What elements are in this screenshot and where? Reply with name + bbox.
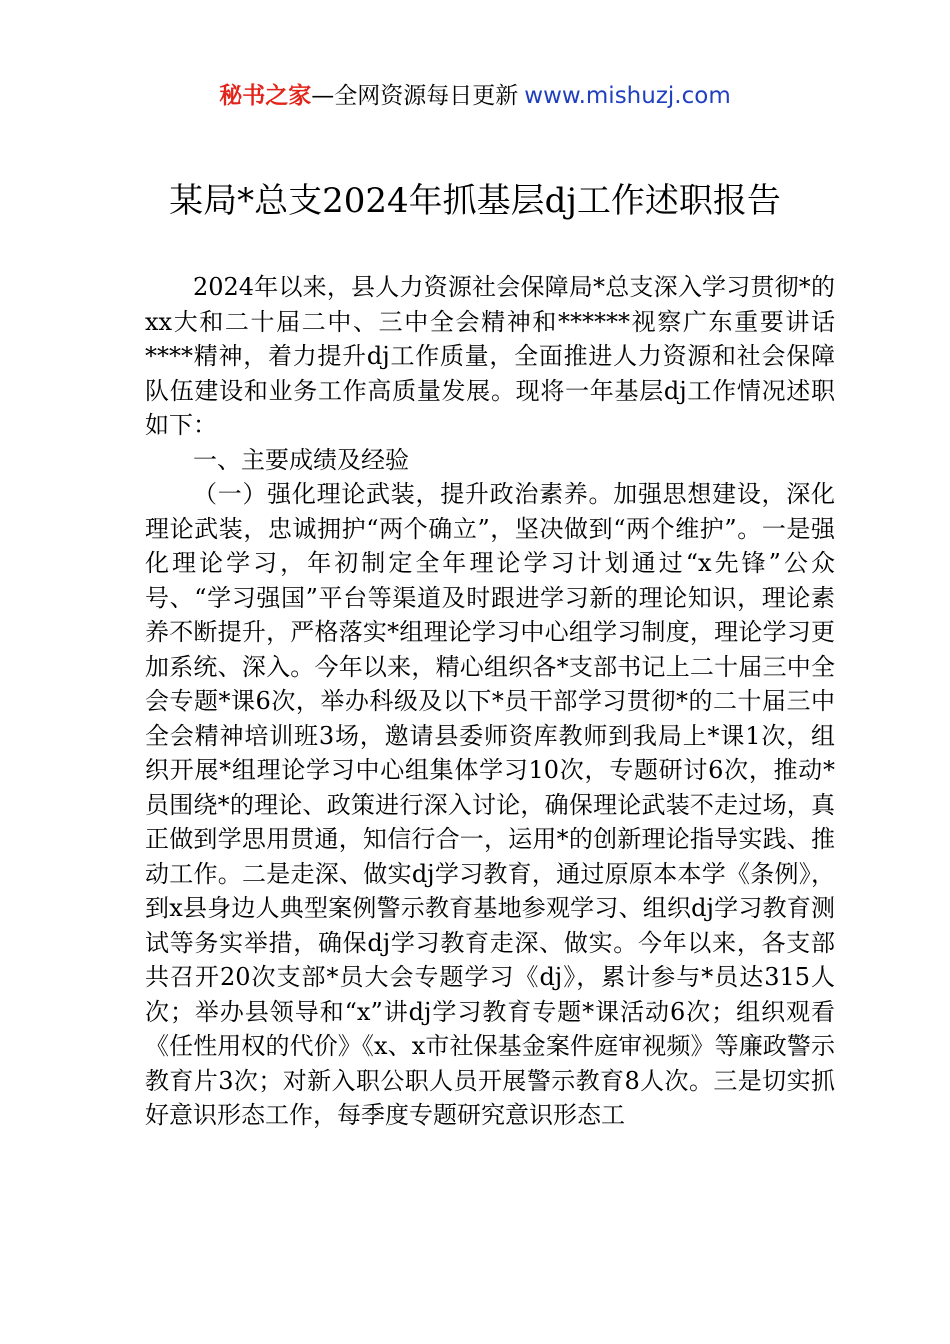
document-title: 某局*总支2024年抓基层dj工作述职报告 xyxy=(169,181,781,221)
site-header xyxy=(0,78,950,114)
document-body xyxy=(145,270,835,1133)
site-tagline: —全网资源每日更新 xyxy=(311,83,519,109)
body-paragraph: （一）强化理论武装，提升政治素养。加强思想建设，深化理论武装，忠诚拥护“两个确立”，坚决做到“两个维护”。一是强化理论学习，年初制定全年理论学习计划通过“x先锋”公众号、“学习强国”平台等渠道及时跟进学习新的理论知识，理论素养不断提升，严格落实*组理论学习中心组学习制度，理论学习更加系统、深入。今年以来，精心组织各*支部书记上二十届三中全会专题*课6次，举办科级及以下*员干部学习贯彻*的二十届三中全会精神培训班3场，邀请县委师资库教师到我局上*课1次，组织开展*组理论学习中心组集体学习10次，专题研讨6次，推动*员围绕*的理论、政策进行深入讨论，确保理论武装不走过场，真正做到学思用贯通，知信行合一，运用*的创新理论指导实践、推动工作。二是走深、做实dj学习教育，通过原原本本学《条例》，到x县身边人典型案例警示教育基地参观学习、组织dj学习教育测试等务实举措，确保dj学习教育走深、做实。今年以来，各支部共召开20次支部*员大会专题学习《dj》，累计参与*员达315人次；举办县领导和“x”讲dj学习教育专题*课活动6次；组织观看《任性用权的代价》《x、x市社保基金案件庭审视频》等廉政警示教育片3次；对新入职公职人员开展警示教育8人次。三是切实抓好意识形态工作，每季度专题研究意识形态工 xyxy=(145,480,835,1129)
intro-paragraph: 2024年以来，县人力资源社会保障局*总支深入学习贯彻*的xx大和二十届二中、三中全会精神和******视察广东重要讲话****精神，着力提升dj工作质量，全面推进人力资源和社会保障队伍建设和业务工作高质量发展。现将一年基层dj工作情况述职如下： xyxy=(145,273,835,439)
site-url[interactable]: www.mishuzj.com xyxy=(524,83,731,109)
site-brand: 秘书之家 xyxy=(219,83,312,109)
section-heading: 一、主要成绩及经验 xyxy=(193,445,409,474)
